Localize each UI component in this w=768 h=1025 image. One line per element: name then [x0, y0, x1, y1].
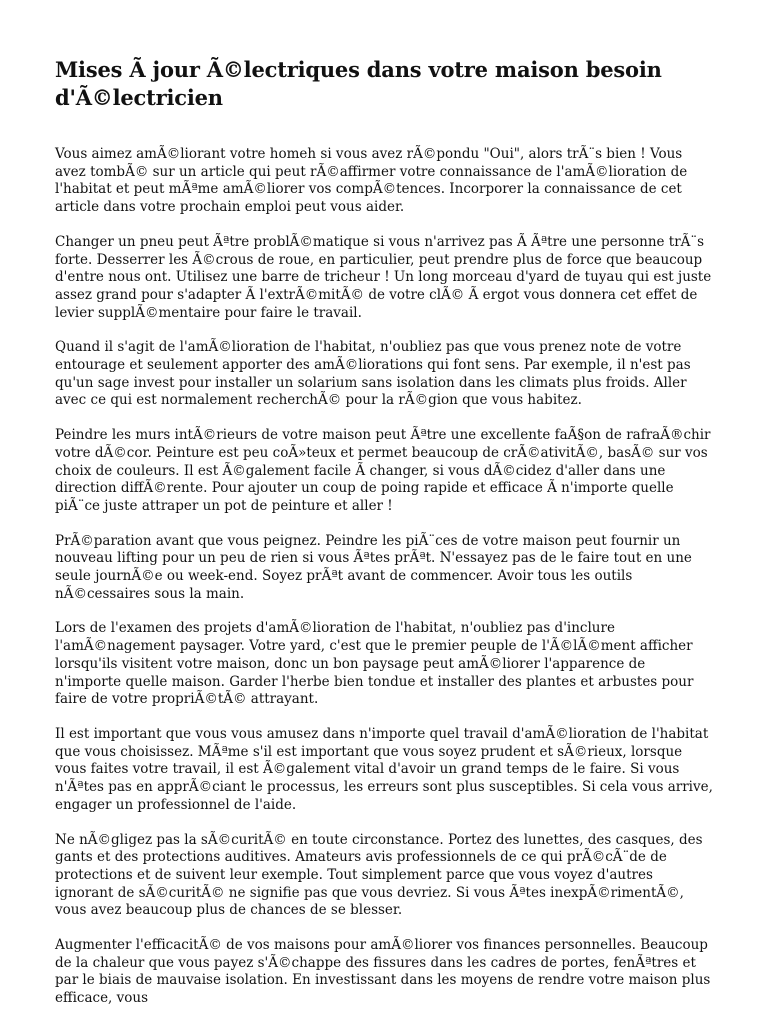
paragraph-3: Quand il s'agit de l'amÃ©lioration de l'habitat, n'oubliez pas que vous prenez note de votre entourage et seulement apporter des amÃ©liorations qui font sens. Par exemple, il n'est pas qu'un sage invest pour installer un solarium sans isolation dans les climats plus froids. Aller avec ce qui est normalement recherchÃ© pour la rÃ©gion que vous habitez.: [55, 339, 691, 409]
document-page: [55, 56, 715, 1025]
paragraph-8: Ne nÃ©gligez pas la sÃ©curitÃ© en toute circonstance. Portez des lunettes, des casques, des gants et des protections auditives. Amateurs avis professionnels de ce qui prÃ©cÃ¨de de protections et de suivent leur exemple. Tout simplement parce que vous voyez d'autres ignorant de sÃ©curitÃ© ne signifie pas que vous devriez. Si vous Ãªtes inexpÃ©rimentÃ©, vous avez beaucoup plus de chances de se blesser.: [55, 831, 703, 919]
paragraph-9: Augmenter l'efficacitÃ© de vos maisons pour amÃ©liorer vos finances personnelles. Beaucoup de la chaleur que vous payez s'Ã©chappe des fissures dans les cadres de portes, fenÃªtres et par le biais de mauvaise isolation. En investissant dans les moyens de rendre votre maison plus efficace, vous: [55, 937, 711, 1007]
paragraph-4: Peindre les murs intÃ©rieurs de votre maison peut Ãªtre une excellente faÃ§on de rafraÃ®chir votre dÃ©cor. Peinture est peu coÃ»teux et permet beaucoup de crÃ©ativitÃ©, basÃ© sur vos choix de couleurs. Il est Ã©galement facile Ã changer, si vous dÃ©cidez d'aller dans une direction diffÃ©rente. Pour ajouter un coup de poing rapide et efficace Ã n'importe quelle piÃ¨ce juste attraper un pot de peinture et aller !: [55, 427, 711, 514]
paragraph-5: PrÃ©paration avant que vous peignez. Peindre les piÃ¨ces de votre maison peut fournir un nouveau lifting pour un peu de rien si vous Ãªtes prÃªt. N'essayez pas de le faire tout en une seule journÃ©e ou week-end. Soyez prÃªt avant de commencer. Avoir tous les outils nÃ©cessaires sous la main.: [55, 532, 692, 602]
paragraph-2: Changer un pneu peut Ãªtre problÃ©matique si vous n'arrivez pas Ã Ãªtre une personne trÃ¨s forte. Desserrer les Ã©crous de roue, en particulier, peut prendre plus de force que beaucoup d'entre nous ont. Utilisez une barre de tricheur ! Un long morceau d'yard de tuyau qui est juste assez grand pour s'adapter Ã l'extrÃ©mitÃ© de votre clÃ© Ã ergot vous donnera cet effet de levier supplÃ©mentaire pour faire le travail.: [55, 233, 712, 321]
paragraph-6: Lors de l'examen des projets d'amÃ©lioration de l'habitat, n'oubliez pas d'inclure l'amÃ©nagement paysager. Votre yard, c'est que le premier peuple de l'Ã©lÃ©ment afficher lorsqu'ils visitent votre maison, donc un bon paysage peut amÃ©liorer l'apparence de n'importe quelle maison. Garder l'herbe bien tondue et installer des plantes et arbustes pour faire de votre propriÃ©tÃ© attrayant.: [55, 620, 694, 708]
paragraph-1: Vous aimez amÃ©liorant votre homeh si vous avez rÃ©pondu "Oui", alors trÃ¨s bien ! Vous avez tombÃ© sur un article qui peut rÃ©affirmer votre connaissance de l'amÃ©lioration de l'habitat et peut mÃªme amÃ©liorer vos compÃ©tences. Incorporer la connaissance de cet article dans votre prochain emploi peut vous aider.: [55, 146, 688, 216]
paragraph-7: Il est important que vous vous amusez dans n'importe quel travail d'amÃ©lioration de l'habitat que vous choisissez. MÃªme s'il est important que vous soyez prudent et sÃ©rieux, lorsque vous faites votre travail, il est Ã©galement vital d'avoir un grand temps de le faire. Si vous n'Ãªtes pas en apprÃ©ciant le processus, les erreurs sont plus susceptibles. Si cela vous arrive, engager un professionnel de l'aide.: [55, 725, 713, 813]
document-title: Mises Ã jour Ã©lectriques dans votre maison besoin d'Ã©lectricien: [55, 57, 662, 110]
document-body: [55, 146, 715, 1008]
